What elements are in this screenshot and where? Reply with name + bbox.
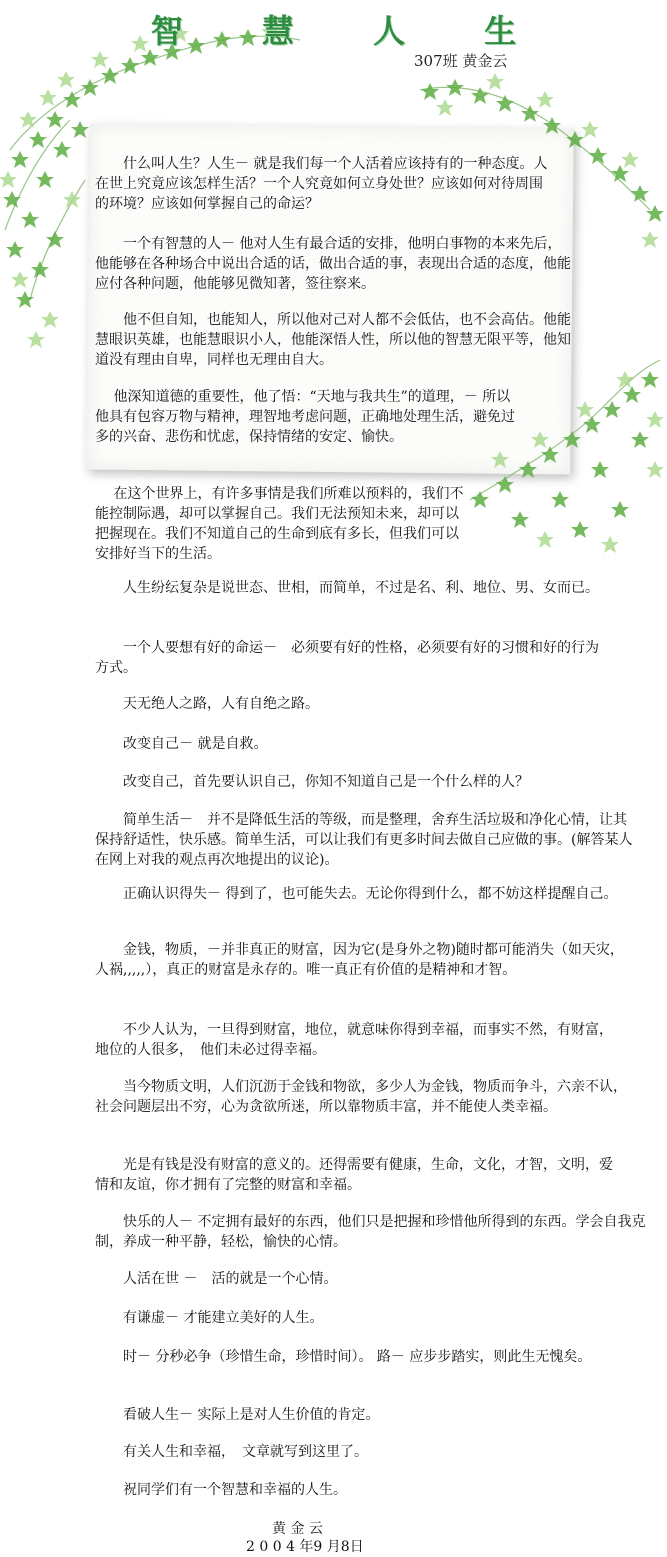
paragraph-9: 改变自己－ 就是自救。 [95,736,268,752]
author-byline: 307班 黄金云 [414,52,508,70]
paragraph-7: 一个人要想有好的命运－ 必须要有好的性格，必须要有好的习惯和好的行为方式。 [95,640,599,676]
paragraph-11: 简单生活－ 并不是降低生活的等级，而是整理，舍弃生活垃圾和净化心情，让其保持舒适性，快乐感。简单生活，可以让我们有更多时间去做自己应做的事。(解答某人在网上对我的观点再次地提出的议论)。 [95,812,633,868]
signature-name: 黄 金 云 [272,1521,323,1537]
paragraph-15: 当今物质文明，人们沉沥于金钱和物欲，多少人为金钱，物质而争斗，六亲不认，社会问题层出不穷，心为贪欲所迷，所以靠物质丰富，并不能使人类幸福。 [95,1079,627,1115]
paragraph-12: 正确认识得失－ 得到了，也可能失去。无论你得到什么，都不妨这样提醒自己。 [95,886,618,902]
paragraph-16: 光是有钱是没有财富的意义的。还得需要有健康，生命，文化，才智，文明，爱情和友谊，你才拥有了完整的财富和幸福。 [95,1157,613,1193]
paragraph-22: 有关人生和幸福， 文章就写到这里了。 [95,1444,368,1460]
paragraph-19: 有谦虚－ 才能建立美好的人生。 [95,1310,324,1326]
paragraph-2: 一个有智慧的人－ 他对人生有最合适的安排，他明白事物的本来先后，他能够在各种场合中说出合适的话，做出合适的事，表现出合适的态度，他能应付各种问题，他能够见微知著，签往察来。 [95,236,571,292]
paragraph-14: 不少人认为，一旦得到财富，地位，就意味你得到幸福，而事实不然，有财富，地位的人很多， 他们未必过得幸福。 [95,1022,613,1058]
paragraph-4: 他深知道德的重要性，他了悟：“天地与我共生”的道理，－ 所以他具有包容万物与精神，理智地考虑问题，正确地处理生活，避免过多的兴奋、悲伤和忧虑，保持情绪的安定、愉快。 [95,389,515,445]
paragraph-3: 他不但自知，也能知人，所以他对己对人都不会低估，也不会高估。他能慧眼识英雄，也能慧眼识小人，他能深悟人性，所以他的智慧无限平等，他知道没有理由自卑，同样也无理由自大。 [95,312,571,368]
paragraph-18: 人活在世 － 活的就是一个心情。 [95,1271,338,1287]
paragraph-5: 在这个世界上，有许多事情是我们所难以预料的，我们不能控制际遇，却可以掌握自己。我们无法预知未来，却可以把握现在。我们不知道自己的生命到底有多长，但我们可以安排好当下的生活。 [95,486,464,562]
paragraph-13: 金钱，物质，－并非真正的财富，因为它(是身外之物)随时都可能消失（如天灾，人祸,,,,,），真正的财富是永存的。唯一真正有价值的是精神和才智。 [95,942,624,978]
paragraph-10: 改变自己，首先要认识自己，你知不知道自己是一个什么样的人？ [95,774,529,790]
paragraph-23: 祝同学们有一个智慧和幸福的人生。 [95,1482,347,1498]
paragraph-17: 快乐的人－ 不定拥有最好的东西，他们只是把握和珍惜他所得到的东西。学会自我克制，养成一种平静，轻松，愉快的心情。 [95,1214,646,1250]
paragraph-6: 人生纷纭复杂是说世态、世相，而简单，不过是名、利、地位、男、女而已。 [95,580,599,596]
paragraph-8: 天无绝人之路，人有自绝之路。 [95,696,319,712]
paragraph-1: 什么叫人生？人生－ 就是我们每一个人活着应该持有的一种态度。人在世上究竟应该怎样生活？一个人究竟如何立身处世？应该如何对待周围的环境？应该如何掌握自己的命运？ [95,156,548,212]
paragraph-20: 时－ 分秒必争（珍惜生命，珍惜时间）。 路－ 应步步踏实，则此生无愧矣。 [95,1349,592,1365]
page-title: 智 慧 人 生 [150,12,551,50]
signature-date: 2 0 0 4 年9 月8日 [246,1539,364,1555]
paragraph-21: 看破人生－ 实际上是对人生价值的肯定。 [95,1407,380,1423]
